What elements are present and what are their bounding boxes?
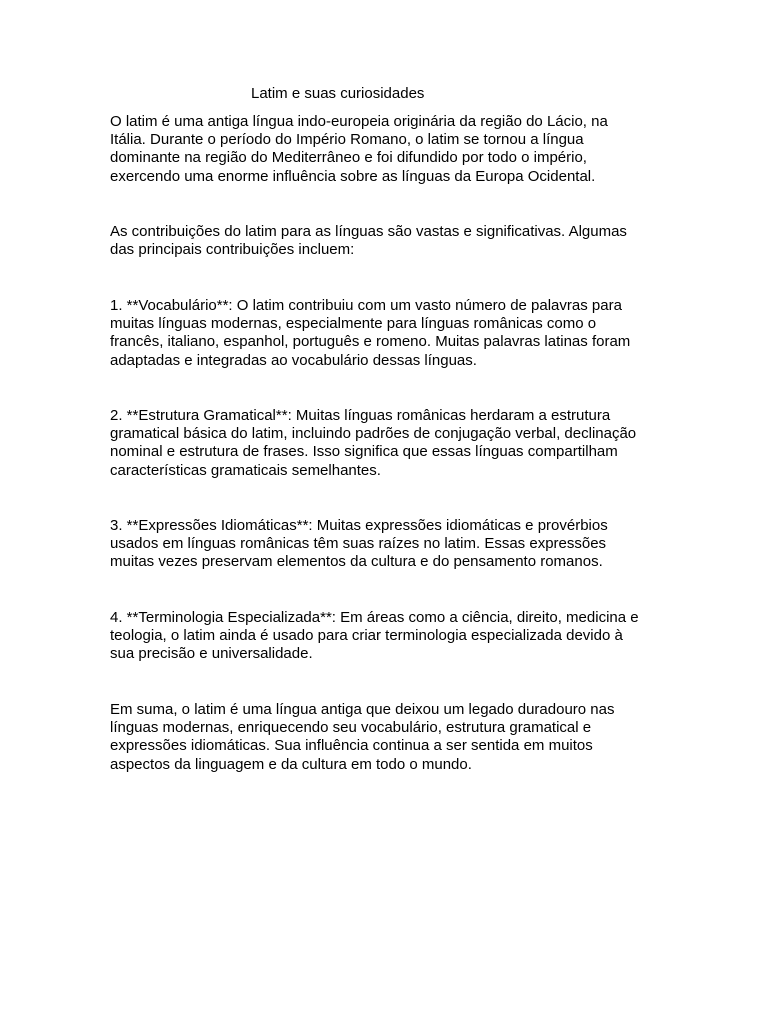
- text-line: exercendo uma enorme influência sobre as línguas da Europa Ocidental.: [110, 167, 596, 185]
- text-line: 2. **Estrutura Gramatical**: Muitas línguas românicas herdaram a estrutura: [110, 407, 611, 424]
- document-title: Latim e suas curiosidades: [251, 85, 425, 102]
- text-line: nominal e estrutura de frases. Isso significa que essas línguas compartilham: [110, 443, 618, 461]
- text-line: dominante na região do Mediterrâneo e foi difundido por todo o império,: [110, 149, 587, 167]
- text-line: aspectos da linguagem e da cultura em todo o mundo.: [110, 755, 472, 773]
- text-line: línguas modernas, enriquecendo seu vocabulário, estrutura gramatical e: [110, 719, 592, 737]
- text-line: 4. **Terminologia Especializada**: Em áreas como a ciência, direito, medicina e: [110, 609, 639, 626]
- text-line: As contribuições do latim para as línguas são vastas e significativas. Algumas: [110, 223, 627, 240]
- paragraph-contributions-intro: [110, 223, 670, 259]
- text-line: teologia, o latim ainda é usado para criar terminologia especializada devido à: [110, 627, 623, 645]
- text-line: Itália. Durante o período do Império Romano, o latim se tornou a língua: [110, 131, 584, 149]
- text-line: adaptadas e integradas ao vocabulário dessas línguas.: [110, 351, 477, 369]
- paragraph-item-terminology: [110, 609, 670, 664]
- text-line: O latim é uma antiga língua indo-europeia originária da região do Lácio, na: [110, 113, 608, 130]
- text-line: muitas vezes preservam elementos da cultura e do pensamento romanos.: [110, 553, 603, 571]
- text-line: 1. **Vocabulário**: O latim contribuiu com um vasto número de palavras para: [110, 297, 622, 314]
- paragraph-introduction: [110, 113, 670, 186]
- text-line: francês, italiano, espanhol, português e romeno. Muitas palavras latinas foram: [110, 333, 631, 351]
- text-line: muitas línguas modernas, especialmente para línguas românicas como o: [110, 315, 597, 333]
- text-line: gramatical básica do latim, incluindo padrões de conjugação verbal, declinação: [110, 425, 637, 443]
- paragraph-item-grammar: [110, 407, 670, 480]
- text-line: 3. **Expressões Idiomáticas**: Muitas expressões idiomáticas e provérbios: [110, 517, 608, 534]
- text-line: usados em línguas românicas têm suas raízes no latim. Essas expressões: [110, 535, 607, 553]
- paragraph-item-idioms: [110, 517, 670, 572]
- paragraph-item-vocabulary: [110, 297, 670, 370]
- text-line: Em suma, o latim é uma língua antiga que deixou um legado duradouro nas: [110, 701, 615, 718]
- text-line: características gramaticais semelhantes.: [110, 461, 381, 479]
- paragraph-conclusion: [110, 701, 670, 774]
- text-line: das principais contribuições incluem:: [110, 241, 355, 259]
- text-line: sua precisão e universalidade.: [110, 645, 313, 663]
- text-line: expressões idiomáticas. Sua influência continua a ser sentida em muitos: [110, 737, 593, 755]
